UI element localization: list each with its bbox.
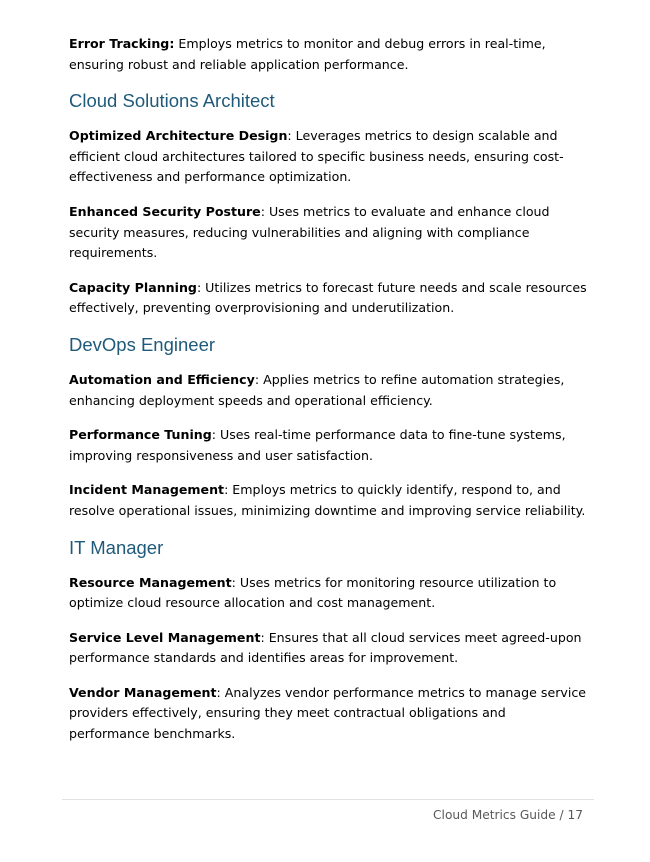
paragraph-term: Service Level Management: [69, 629, 261, 645]
paragraph-term: Automation and Efficiency: [69, 371, 255, 387]
paragraph-term: Optimized Architecture Design: [69, 128, 288, 144]
footer-divider: [62, 799, 594, 800]
section-title: DevOps Engineer: [69, 333, 216, 355]
paragraph-term: Error Tracking:: [69, 36, 175, 51]
section-title: IT Manager: [69, 536, 164, 558]
paragraph-term: Enhanced Security Posture: [69, 203, 261, 219]
paragraph-term: Capacity Planning: [69, 279, 197, 295]
list-item: [69, 202, 589, 264]
list-item: [69, 278, 589, 319]
list-item: [69, 425, 589, 466]
intro-paragraph: [69, 34, 589, 75]
section-it-manager: [69, 536, 589, 745]
list-item: [69, 628, 589, 669]
paragraph-text: : Uses metrics for monitoring resource utilization to optimize cloud resource allocation and cost management.: [69, 574, 557, 611]
paragraph-term: Vendor Management: [69, 684, 217, 700]
section-title: Cloud Solutions Architect: [69, 90, 275, 112]
paragraph-text: Employs metrics to monitor and debug errors in real-time, ensuring robust and reliable application performance.: [69, 36, 546, 72]
page-content: [69, 34, 589, 759]
list-item: [69, 573, 589, 614]
paragraph-text: : Uses real-time performance data to fine-tune systems, improving responsiveness and user satisfaction.: [69, 427, 566, 463]
paragraph-text: : Uses metrics to evaluate and enhance cloud security measures, reducing vulnerabilities and aligning with compliance requirements.: [69, 203, 550, 261]
paragraph-text: : Leverages metrics to design scalable and efficient cloud architectures tailored to specific business needs, ensuring cost-effectiveness and performance optimization.: [69, 128, 564, 185]
paragraph-text: : Employs metrics to quickly identify, respond to, and resolve operational issues, minimizing downtime and improving service reliability.: [69, 482, 586, 518]
paragraph-text: : Applies metrics to refine automation strategies, enhancing deployment speeds and operational efficiency.: [69, 371, 565, 408]
section-cloud-solutions-architect: [69, 89, 589, 319]
paragraph-term: Performance Tuning: [69, 427, 212, 443]
list-item: [69, 370, 589, 411]
paragraph-term: Incident Management: [69, 482, 225, 498]
paragraph-text: : Utilizes metrics to forecast future needs and scale resources effectively, preventing overprovisioning and underutilization.: [69, 279, 587, 316]
list-item: [69, 480, 589, 521]
page-footer: Cloud Metrics Guide / 17: [433, 808, 583, 822]
paragraph-text: : Analyzes vendor performance metrics to manage service providers effectively, ensuring they meet contractual obligations and performance benchmarks.: [69, 684, 586, 742]
list-item: [69, 683, 589, 745]
paragraph-term: Resource Management: [69, 574, 232, 590]
list-item: [69, 126, 589, 188]
section-devops-engineer: [69, 333, 589, 522]
paragraph-text: : Ensures that all cloud services meet agreed-upon performance standards and identifies areas for improvement.: [69, 629, 582, 666]
